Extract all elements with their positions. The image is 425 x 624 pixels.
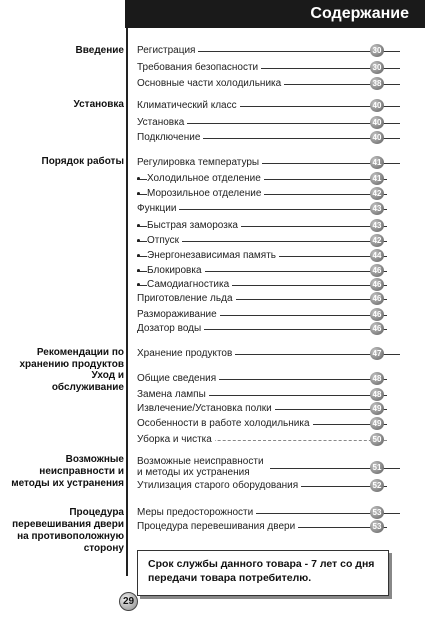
- entry-label: Уборка и чистка: [137, 433, 215, 446]
- toc-entry[interactable]: [137, 433, 387, 446]
- page-badge: 42: [370, 187, 384, 200]
- section-title-door-reversal: Процедура перевешивания двери на противоположную сторону: [12, 507, 124, 554]
- right-rule: [384, 84, 400, 85]
- toc-entry[interactable]: [137, 372, 387, 385]
- page-badge: 43: [370, 219, 384, 232]
- toc-entry[interactable]: [137, 172, 387, 185]
- toc-entry[interactable]: [137, 264, 387, 277]
- section-title-intro: Введение: [75, 45, 124, 56]
- page-badge: 30: [370, 61, 384, 74]
- section-title-storage: Рекомендации по хранению продуктов: [19, 347, 124, 370]
- page-badge: 46: [370, 308, 384, 321]
- right-rule: [384, 138, 400, 139]
- entry-label: Дозатор воды: [137, 322, 204, 335]
- toc-entry[interactable]: [137, 388, 387, 401]
- entry-label: Климатический класс: [137, 99, 240, 112]
- page-badge: 43: [370, 202, 384, 215]
- page-badge: 47: [370, 347, 384, 360]
- section-title-operation: Порядок работы: [41, 156, 124, 167]
- right-rule: [384, 51, 400, 52]
- entry-label: Замена лампы: [137, 388, 209, 401]
- entry-label: Быстрая заморозка: [147, 219, 241, 232]
- toc-entry[interactable]: [137, 520, 387, 533]
- page-badge: 42: [370, 234, 384, 247]
- entry-label: Меры предосторожности: [137, 506, 256, 519]
- page-badge: 48: [370, 372, 384, 385]
- page-badge: 46: [370, 292, 384, 305]
- page-badge: 50: [370, 433, 384, 446]
- entry-label: Блокировка: [147, 264, 205, 277]
- bullet-icon: [137, 239, 140, 242]
- toc-entry[interactable]: [137, 156, 387, 169]
- toc-entry[interactable]: [137, 234, 387, 247]
- entry-label: Утилизация старого оборудования: [137, 479, 301, 492]
- toc-entry[interactable]: [137, 506, 387, 519]
- page-badge: 38: [370, 77, 384, 90]
- entry-label: Функции: [137, 202, 179, 215]
- entry-label: Общие сведения: [137, 372, 219, 385]
- toc-entry[interactable]: [137, 292, 387, 305]
- contents-header: [125, 0, 425, 28]
- entry-label: Подключение: [137, 131, 203, 144]
- right-rule: [384, 513, 400, 514]
- toc-entry[interactable]: [137, 402, 387, 415]
- entry-label: Регистрация: [137, 44, 198, 57]
- bullet-icon: [137, 254, 140, 257]
- right-rule: [384, 68, 400, 69]
- entry-label: Процедура перевешивания двери: [137, 520, 298, 533]
- right-rule: [384, 354, 400, 355]
- entry-label: Установка: [137, 116, 187, 129]
- toc-entry[interactable]: [137, 308, 387, 321]
- page-number: 29: [119, 592, 138, 611]
- toc-entry[interactable]: [137, 202, 387, 215]
- page-badge: 46: [370, 278, 384, 291]
- page-badge: 48: [370, 388, 384, 401]
- entry-label: Требования безопасности: [137, 61, 261, 74]
- entry-label: Энергонезависимая память: [147, 249, 279, 262]
- page-badge: 52: [370, 479, 384, 492]
- entry-label: Холодильное отделение: [147, 172, 264, 185]
- bullet-icon: [137, 224, 140, 227]
- toc-entry[interactable]: [137, 347, 387, 360]
- entry-label: Возможные неисправности и методы их устранения: [137, 456, 270, 478]
- service-life-notice: [137, 550, 389, 596]
- page-badge: 49: [370, 402, 384, 415]
- page-badge: 46: [370, 322, 384, 335]
- toc-entry[interactable]: [137, 219, 387, 232]
- toc-entry[interactable]: [137, 61, 387, 74]
- bullet-icon: [137, 177, 140, 180]
- toc-entry[interactable]: [137, 417, 387, 430]
- page-badge: 40: [370, 131, 384, 144]
- entry-label: Приготовление льда: [137, 292, 236, 305]
- right-rule: [384, 123, 400, 124]
- entry-label: Основные части холодильника: [137, 77, 284, 90]
- bullet-icon: [137, 269, 140, 272]
- page-badge: 41: [370, 172, 384, 185]
- right-rule: [384, 106, 400, 107]
- toc-entry[interactable]: [137, 479, 387, 492]
- notice-text: Срок службы данного товара - 7 лет со дня передачи товара потребителю.: [148, 558, 375, 584]
- entry-label: Размораживание: [137, 308, 220, 321]
- entry-label: Самодиагностика: [147, 278, 232, 291]
- entry-label: Регулировка температуры: [137, 156, 262, 169]
- vertical-divider: [126, 28, 128, 576]
- section-title-installation: Установка: [73, 99, 124, 110]
- toc-entry[interactable]: [137, 278, 387, 291]
- toc-entry[interactable]: [137, 44, 387, 57]
- toc-entry[interactable]: [137, 322, 387, 335]
- toc-entry[interactable]: [137, 77, 387, 90]
- entry-label: Хранение продуктов: [137, 347, 235, 360]
- toc-entry[interactable]: [137, 249, 387, 262]
- section-title-troubleshooting: Возможные неисправности и методы их устранения: [11, 454, 124, 489]
- page-badge: 49: [370, 417, 384, 430]
- page-badge: 30: [370, 44, 384, 57]
- page-badge: 44: [370, 249, 384, 262]
- bullet-icon: [137, 283, 140, 286]
- toc-entry[interactable]: [137, 187, 387, 200]
- page-title: Содержание: [310, 5, 409, 22]
- page-badge: 40: [370, 116, 384, 129]
- section-title-care: Уход и обслуживание: [51, 370, 124, 393]
- page-badge: 53: [370, 520, 384, 533]
- toc-entry[interactable]: [137, 116, 387, 129]
- page-badge: 40: [370, 99, 384, 112]
- right-rule: [384, 468, 400, 469]
- entry-label: Извлечение/Установка полки: [137, 402, 275, 415]
- page-badge: 51: [370, 461, 384, 474]
- entry-label: Особенности в работе холодильника: [137, 417, 313, 430]
- page-badge: 53: [370, 506, 384, 519]
- toc-entry[interactable]: [137, 99, 387, 112]
- right-rule: [384, 163, 400, 164]
- toc-entry[interactable]: [137, 456, 387, 478]
- toc-entry[interactable]: [137, 131, 387, 144]
- entry-label: Морозильное отделение: [147, 187, 264, 200]
- page-badge: 41: [370, 156, 384, 169]
- page-badge: 46: [370, 264, 384, 277]
- bullet-icon: [137, 192, 140, 195]
- entry-label: Отпуск: [147, 234, 182, 247]
